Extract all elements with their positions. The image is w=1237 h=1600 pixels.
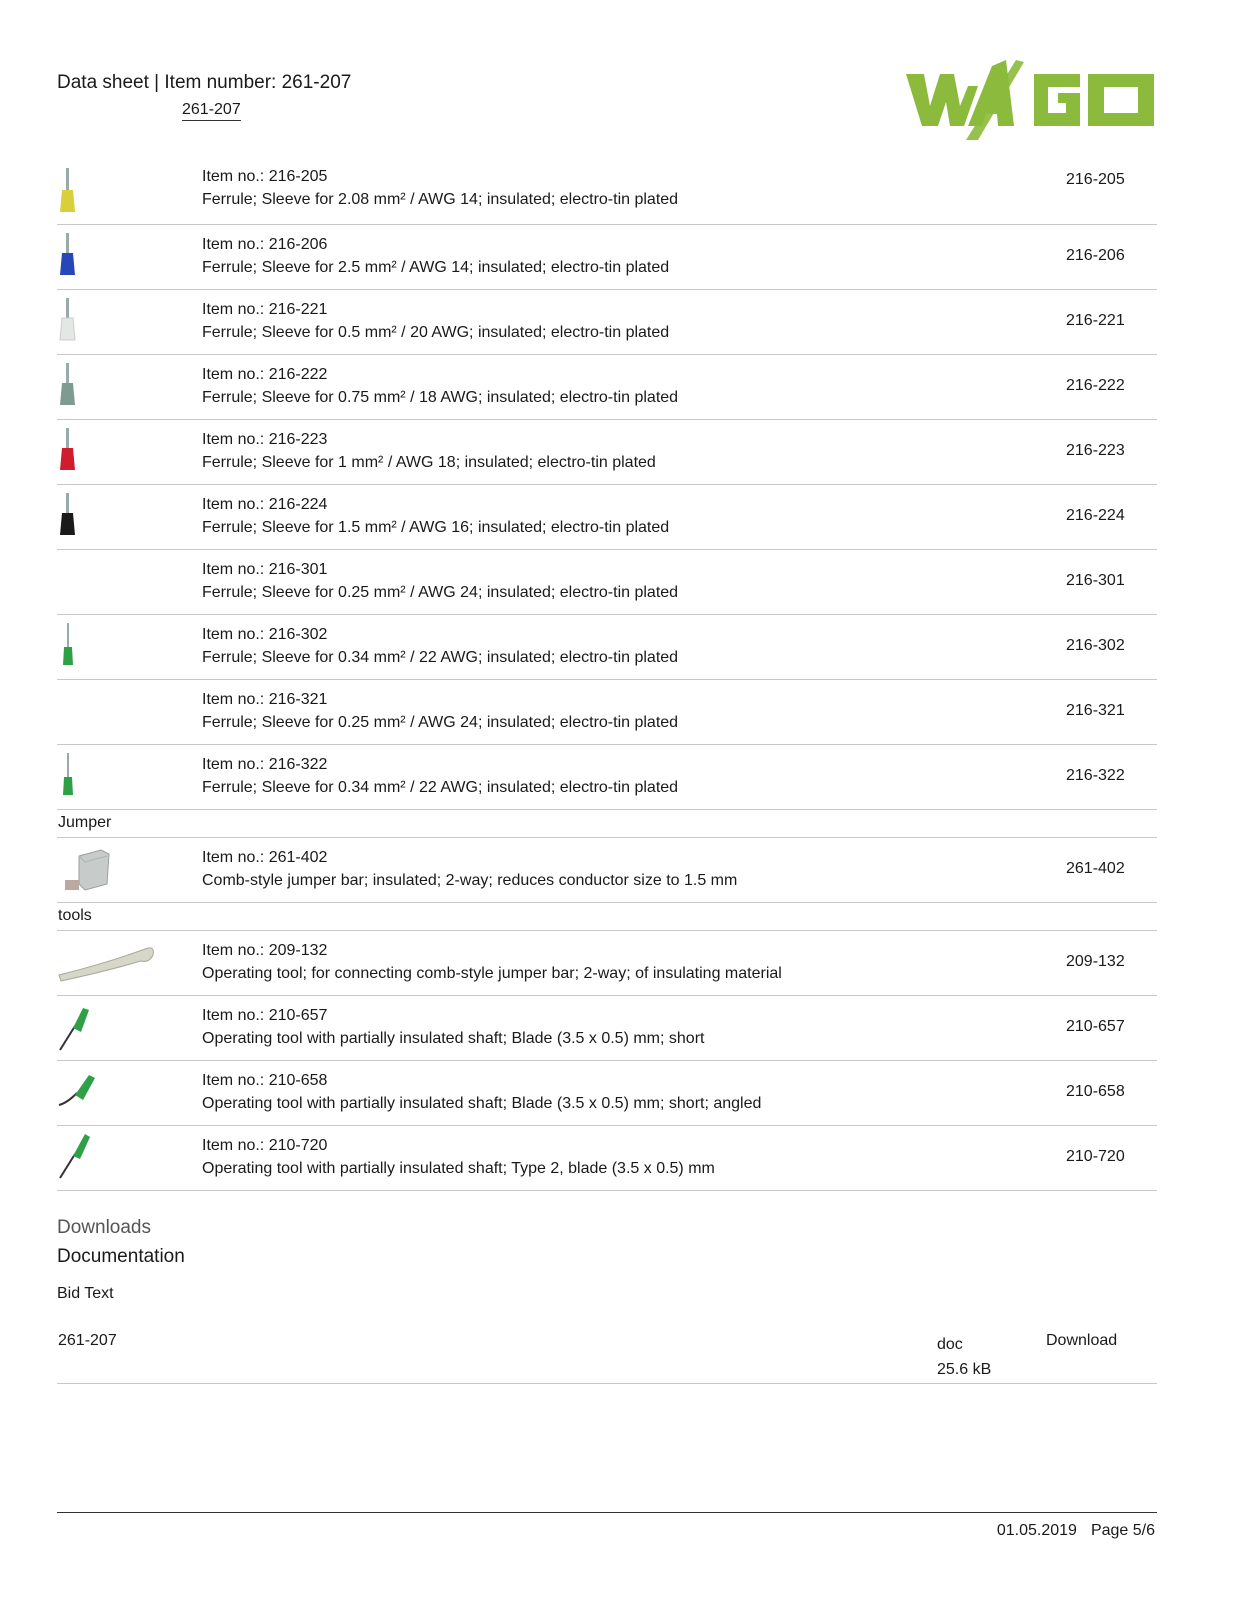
item-description: Operating tool with partially insulated shaft; Blade (3.5 x 0.5) mm; short [202,1030,705,1047]
table-row [57,225,1157,290]
item-code-link[interactable]: 216-223 [1066,442,1125,459]
table-row [57,160,1157,225]
item-number: Item no.: 216-223 [202,431,328,448]
item-code-link[interactable]: 216-222 [1066,377,1125,394]
item-number: Item no.: 210-720 [202,1137,328,1154]
file-name: 261-207 [58,1332,117,1349]
section-label-tools: tools [57,903,1157,931]
table-row [57,931,1157,996]
item-number: Item no.: 210-658 [202,1072,328,1089]
item-code-link[interactable]: 210-720 [1066,1148,1125,1165]
item-code-link[interactable]: 216-206 [1066,247,1125,264]
download-link[interactable]: Download [1046,1332,1118,1349]
table-row [57,485,1157,550]
file-type: doc [937,1336,963,1353]
item-number: Item no.: 216-224 [202,496,328,513]
table-row [57,550,1157,615]
table-row [57,615,1157,680]
wago-logo [906,56,1156,142]
item-code-link[interactable]: 216-322 [1066,767,1125,784]
accessories-table [57,160,1157,1191]
item-number: Item no.: 261-402 [202,849,328,866]
item-number: Item no.: 216-322 [202,756,328,773]
item-code-link[interactable]: 209-132 [1066,953,1125,970]
item-description: Comb-style jumper bar; insulated; 2-way; reduces conductor size to 1.5 mm [202,872,738,889]
item-code-link[interactable]: 216-301 [1066,572,1125,589]
table-row [57,680,1157,745]
item-number: Item no.: 216-206 [202,236,328,253]
jumper-bar-icon [57,842,167,898]
item-number: Item no.: 210-657 [202,1007,328,1024]
item-description: Ferrule; Sleeve for 2.08 mm² / AWG 14; insulated; electro-tin plated [202,191,679,208]
footer-page: Page 5/6 [1090,1522,1155,1539]
item-code-link[interactable]: 216-224 [1066,507,1125,524]
documentation-heading: Documentation [57,1246,185,1267]
item-description: Ferrule; Sleeve for 0.25 mm² / AWG 24; insulated; electro-tin plated [202,714,679,731]
table-row [57,290,1157,355]
item-number: Item no.: 216-321 [202,691,328,708]
item-description: Ferrule; Sleeve for 0.34 mm² / 22 AWG; insulated; electro-tin plated [202,649,679,666]
item-description: Ferrule; Sleeve for 0.5 mm² / 20 AWG; insulated; electro-tin plated [202,324,670,341]
table-row [57,420,1157,485]
item-description: Ferrule; Sleeve for 2.5 mm² / AWG 14; insulated; electro-tin plated [202,259,670,276]
insulating-tool-icon [57,935,167,991]
ferrule-icon [57,489,167,545]
page-title: Data sheet | Item number: 261-207 [57,72,352,93]
item-description: Operating tool with partially insulated shaft; Type 2, blade (3.5 x 0.5) mm [202,1160,715,1177]
ferrule-icon [57,749,167,805]
table-row [57,996,1157,1061]
ferrule-icon [57,294,167,350]
item-code-link[interactable]: 216-302 [1066,637,1125,654]
item-code-link[interactable]: 261-402 [1066,860,1125,877]
ferrule-icon [57,424,167,480]
item-code-link[interactable]: 216-321 [1066,702,1125,719]
item-description: Operating tool; for connecting comb-style jumper bar; 2-way; of insulating material [202,965,782,982]
item-description: Ferrule; Sleeve for 1 mm² / AWG 18; insulated; electro-tin plated [202,454,656,471]
ferrule-icon [57,164,167,220]
table-row [57,1061,1157,1126]
table-row [57,745,1157,810]
item-description: Ferrule; Sleeve for 1.5 mm² / AWG 16; insulated; electro-tin plated [202,519,670,536]
ferrule-icon [57,619,167,675]
item-description: Operating tool with partially insulated shaft; Blade (3.5 x 0.5) mm; short; angled [202,1095,762,1112]
item-number: Item no.: 216-221 [202,301,328,318]
item-code-link[interactable]: 210-658 [1066,1083,1125,1100]
item-number: Item no.: 216-205 [202,168,328,185]
item-code-link[interactable]: 216-205 [1066,171,1125,188]
bid-text-heading: Bid Text [57,1285,114,1302]
table-row [57,838,1157,903]
downloads-heading: Downloads [57,1217,151,1238]
ferrule-icon [57,229,167,285]
item-description: Ferrule; Sleeve for 0.75 mm² / 18 AWG; insulated; electro-tin plated [202,389,679,406]
table-row [57,355,1157,420]
angled-screwdriver-icon [57,1065,167,1121]
screwdriver-icon [57,1000,167,1056]
item-description: Ferrule; Sleeve for 0.34 mm² / 22 AWG; insulated; electro-tin plated [202,779,679,796]
table-row [57,1126,1157,1191]
file-size: 25.6 kB [937,1361,992,1378]
item-number: Item no.: 216-222 [202,366,328,383]
section-label-jumper: Jumper [57,810,1157,838]
item-code-link[interactable]: 210-657 [1066,1018,1125,1035]
file-info [937,1332,991,1382]
item-number: Item no.: 216-302 [202,626,328,643]
screwdriver-icon [57,1130,167,1186]
item-number: Item no.: 209-132 [202,942,328,959]
ferrule-icon [57,359,167,415]
item-number-link[interactable]: 261-207 [182,101,241,121]
item-number: Item no.: 216-301 [202,561,328,578]
footer-date: 01.05.2019 [996,1522,1077,1539]
item-description: Ferrule; Sleeve for 0.25 mm² / AWG 24; insulated; electro-tin plated [202,584,679,601]
download-row [57,1322,1157,1384]
footer-divider [57,1512,1157,1513]
item-code-link[interactable]: 216-221 [1066,312,1125,329]
footer [997,1522,1155,1540]
